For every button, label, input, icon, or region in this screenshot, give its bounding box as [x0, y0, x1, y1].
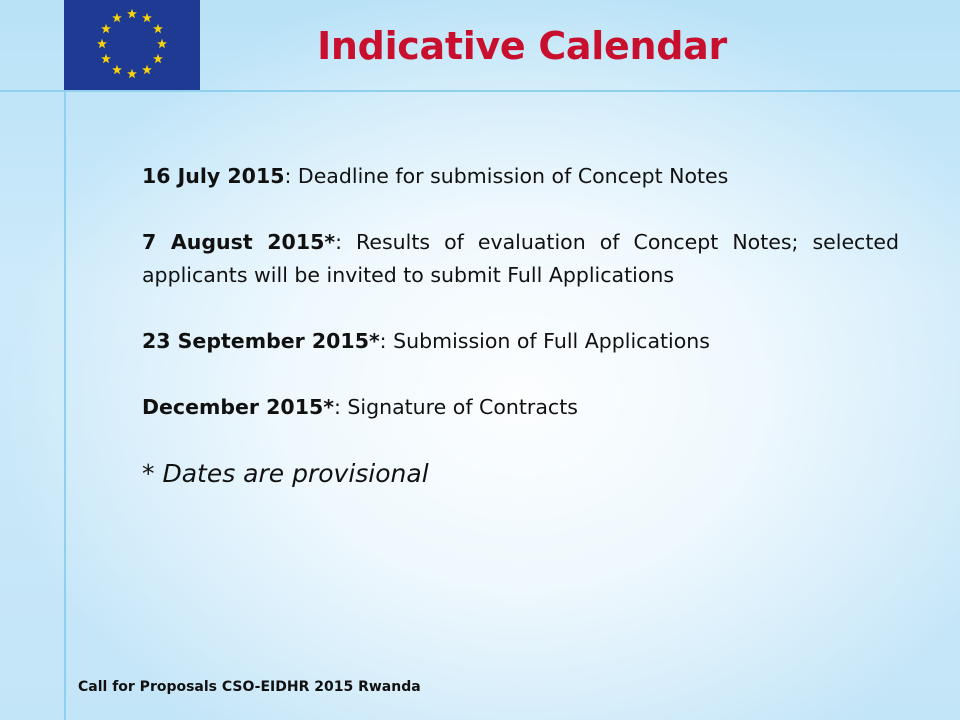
calendar-item-date: 16 July 2015 — [142, 164, 285, 188]
calendar-item-text: : Results of evaluation of Concept Notes; selected applicants will be invited to submit Full Applications — [142, 230, 899, 287]
eu-flag-svg — [64, 0, 200, 90]
calendar-item-date: December 2015* — [142, 395, 334, 419]
calendar-item — [142, 391, 899, 424]
calendar-item-text: : Deadline for submission of Concept Notes — [284, 164, 729, 188]
calendar-item-text: : Submission of Full Applications — [379, 329, 710, 353]
page-title: Indicative Calendar — [317, 24, 727, 68]
calendar-item — [142, 160, 899, 193]
vertical-divider — [64, 0, 66, 720]
calendar-list — [142, 160, 899, 515]
calendar-item-date: 23 September 2015* — [142, 329, 380, 353]
calendar-item — [142, 325, 899, 358]
calendar-item-text: : Signature of Contracts — [333, 395, 578, 419]
footer-text: Call for Proposals CSO-EIDHR 2015 Rwanda — [78, 679, 421, 695]
calendar-item-date: 7 August 2015* — [142, 230, 336, 254]
horizontal-divider — [0, 90, 960, 92]
calendar-item — [142, 226, 899, 292]
provisional-note: * Dates are provisional — [142, 459, 429, 488]
eu-flag-icon — [64, 0, 200, 90]
